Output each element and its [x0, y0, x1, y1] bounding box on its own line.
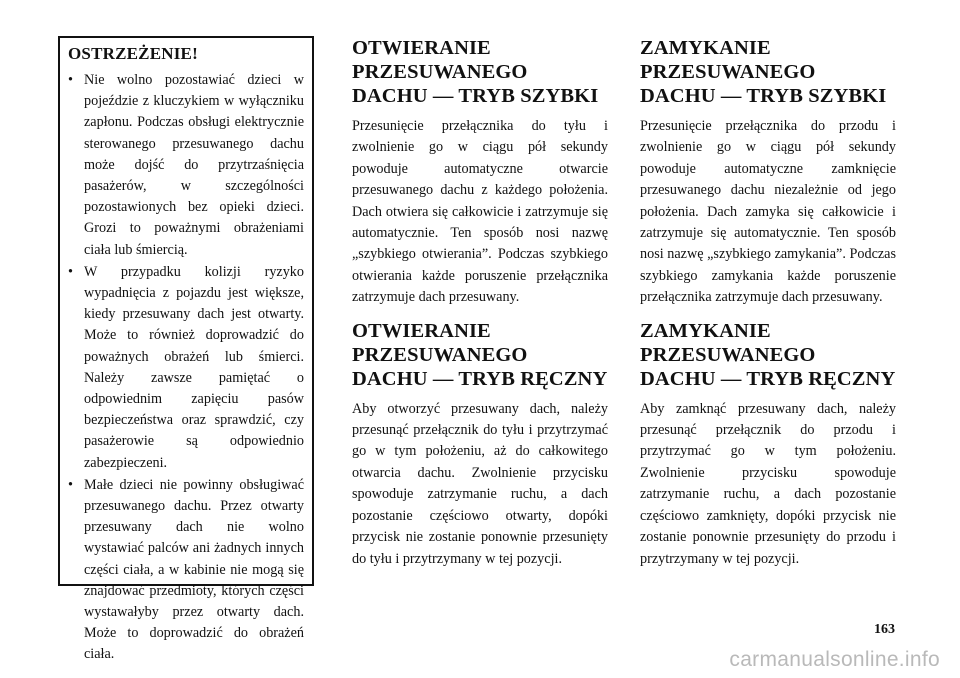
- warning-item: [68, 475, 304, 666]
- bullet-icon: •: [68, 72, 73, 88]
- section-heading-close-quick: ZAMYKANIE PRZESUWANEGO DACHU — TRYB SZYBKI: [640, 37, 887, 107]
- warning-list: [68, 70, 304, 666]
- warning-item-text: Nie wolno pozostawiać dzieci w pojeździe z kluczykiem w wyłączniku zapłonu. Podczas obsługi elektrycznie sterowanego przesuwanego dachu może dojść do przytrzaśnięcia pasażerów, w szczególności pozostawionych bez opieki dzieci. Grozi to poważnymi obrażeniami ciała lub śmiercią.: [84, 72, 304, 258]
- bullet-icon: •: [68, 263, 73, 280]
- left-column: [58, 36, 314, 663]
- section-heading-open-quick: OTWIERANIE PRZESUWANEGO DACHU — TRYB SZYBKI: [352, 37, 599, 107]
- section-body-close-manual: Aby zamknąć przesuwany dach, należy przesunąć przełącznik do przodu i przytrzymać go w tym położeniu. Zwolnienie przycisku spowoduje zatrzymanie ruchu, a dach pozostanie częściowo zamknięty, dopóki przycisk nie zostanie ponownie przesunięty do przodu i przytrzymany w tej pozycji.: [640, 400, 896, 567]
- middle-column: [352, 36, 608, 580]
- right-column: [640, 36, 896, 580]
- warning-item: [68, 262, 304, 474]
- watermark: carmanualsonline.info: [729, 648, 940, 671]
- warning-box: [58, 36, 314, 663]
- section-body-close-quick: Przesunięcie przełącznika do przodu i zwolnienie go w ciągu pół sekundy powoduje automatyczne zamknięcie przesuwanego dachu niezależnie od jego położenia. Dach zamyka się całkowicie i zatrzymuje się automatycznie. Ten sposób nosi nazwę „szybkiego zamykania”. Podczas szybkiego zamykania każde poruszenie przełącznika zatrzymuje dach przesuwany.: [640, 118, 896, 306]
- bullet-icon: •: [68, 476, 73, 493]
- warning-item: [68, 70, 304, 261]
- page-number: 163: [874, 622, 895, 637]
- warning-title: OSTRZEŻENIE!: [68, 44, 198, 63]
- section-heading-open-manual: OTWIERANIE PRZESUWANEGO DACHU — TRYB RĘCZNY: [352, 319, 608, 390]
- section-body-open-quick: Przesunięcie przełącznika do tyłu i zwolnienie go w ciągu pół sekundy powoduje automatyczne otwarcie przesuwanego dachu z każdego położenia. Dach otwiera się całkowicie i zatrzymuje się automatycznie. Ten sposób nosi nazwę „szybkiego otwierania”. Podczas szybkiego otwierania każde poruszenie przełącznika zatrzymuje dach przesuwany.: [352, 118, 608, 306]
- section-heading-close-manual: ZAMYKANIE PRZESUWANEGO DACHU — TRYB RĘCZNY: [640, 319, 896, 390]
- warning-item-text: Małe dzieci nie powinny obsługiwać przesuwanego dachu. Przez otwarty przesuwany dach nie wolno wystawiać palców ani żadnych innych części ciała, a w kabinie nie mogą się znajdować przedmioty, których części wystawałyby przez otwarty dach. Może to doprowadzić do obrażeń ciała.: [84, 476, 304, 663]
- section-body-open-manual: Aby otworzyć przesuwany dach, należy przesunąć przełącznik do tyłu i przytrzymać go w tym położeniu, aż do całkowitego otwarcia dachu. Zwolnienie przycisku spowoduje zatrzymanie ruchu, a dach pozostanie częściowo otwarty, dopóki przycisk nie zostanie ponownie przesunięty do tyłu i przytrzymany w tej pozycji.: [352, 400, 608, 567]
- warning-item-text: W przypadku kolizji ryzyko wypadnięcia z pojazdu jest większe, kiedy przesuwany dach jest otwarty. Może to również doprowadzić do poważnych obrażeń lub śmierci. Należy zawsze pamiętać o odpowiednim zapięciu pasów bezpieczeństwa oraz sprawdzić, czy pasażerowie są odpowiednio zabezpieczeni.: [84, 263, 304, 471]
